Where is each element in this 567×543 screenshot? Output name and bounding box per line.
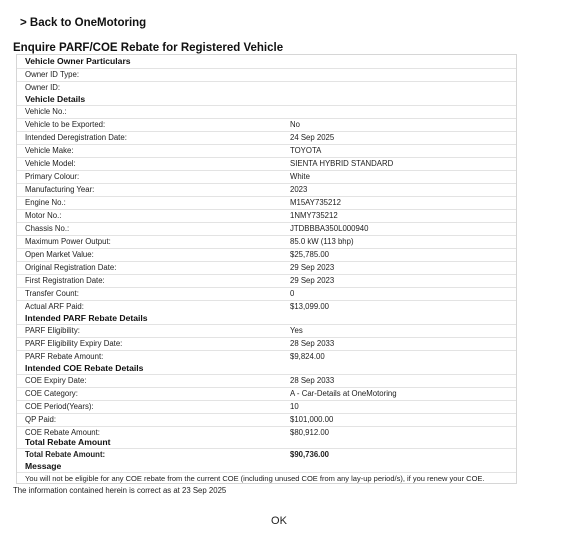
row-value: $25,785.00 xyxy=(290,250,330,259)
row-value: $101,000.00 xyxy=(290,415,334,424)
table-row xyxy=(17,81,516,94)
row-value: M15AY735212 xyxy=(290,198,342,207)
row-value: 29 Sep 2023 xyxy=(290,276,335,285)
row-label: COE Rebate Amount: xyxy=(25,428,100,437)
back-to-onemotoring-link[interactable]: > Back to OneMotoring xyxy=(20,17,147,29)
table-row xyxy=(17,387,516,400)
table-row xyxy=(17,183,516,196)
row-value: 1NMY735212 xyxy=(290,211,338,220)
rebate-details-panel xyxy=(16,54,517,484)
table-row xyxy=(17,68,516,81)
row-value: No xyxy=(290,120,300,129)
row-label: Owner ID Type: xyxy=(25,70,80,79)
message-row xyxy=(17,472,516,485)
row-label: First Registration Date: xyxy=(25,276,105,285)
row-label: Vehicle Model: xyxy=(25,159,76,168)
table-row xyxy=(17,157,516,170)
row-label: Open Market Value: xyxy=(25,250,94,259)
table-row xyxy=(17,118,516,131)
row-value: 28 Sep 2033 xyxy=(290,339,335,348)
section-message-heading: Message xyxy=(25,461,62,471)
page-title: Enquire PARF/COE Rebate for Registered Vehicle xyxy=(13,42,284,54)
row-label: Vehicle Make: xyxy=(25,146,74,155)
table-row xyxy=(17,248,516,261)
row-value: Yes xyxy=(290,326,303,335)
section-coe-heading: Intended COE Rebate Details xyxy=(25,363,144,373)
row-value: A - Car-Details at OneMotoring xyxy=(290,389,397,398)
row-label: Chassis No.: xyxy=(25,224,70,233)
row-value: 29 Sep 2023 xyxy=(290,263,335,272)
row-value: 2023 xyxy=(290,185,308,194)
row-label: Total Rebate Amount: xyxy=(25,450,106,459)
row-label: Engine No.: xyxy=(25,198,66,207)
table-row xyxy=(17,400,516,413)
row-value: 85.0 kW (113 bhp) xyxy=(290,237,354,246)
table-row xyxy=(17,209,516,222)
row-label: Maximum Power Output: xyxy=(25,237,111,246)
table-row xyxy=(17,222,516,235)
table-row xyxy=(17,324,516,337)
table-row xyxy=(17,287,516,300)
row-label: COE Period(Years): xyxy=(25,402,94,411)
total-rebate-value: $90,736.00 xyxy=(290,450,330,459)
footnote: The information contained herein is correct as at 23 Sep 2025 xyxy=(13,486,227,495)
row-label: Vehicle to be Exported: xyxy=(25,120,106,129)
table-row xyxy=(17,170,516,183)
table-row xyxy=(17,261,516,274)
row-value: 10 xyxy=(290,402,299,411)
section-vehicle-heading: Vehicle Details xyxy=(25,94,86,104)
row-value: 0 xyxy=(290,289,295,298)
row-label: Motor No.: xyxy=(25,211,62,220)
row-label: Vehicle No.: xyxy=(25,107,67,116)
row-value: JTDBBBA350L000940 xyxy=(290,224,369,233)
ok-button[interactable]: OK xyxy=(271,515,287,527)
row-value: 28 Sep 2033 xyxy=(290,376,335,385)
row-label: COE Category: xyxy=(25,389,78,398)
row-label: QP Paid: xyxy=(25,415,57,424)
row-label: PARF Eligibility Expiry Date: xyxy=(25,339,123,348)
table-row xyxy=(17,196,516,209)
row-value: $9,824.00 xyxy=(290,352,325,361)
row-value: 24 Sep 2025 xyxy=(290,133,335,142)
table-row xyxy=(17,144,516,157)
section-owner-heading: Vehicle Owner Particulars xyxy=(25,56,131,66)
table-row xyxy=(17,337,516,350)
row-value: TOYOTA xyxy=(290,146,322,155)
table-row xyxy=(17,448,516,461)
table-row xyxy=(17,235,516,248)
row-label: Intended Deregistration Date: xyxy=(25,133,127,142)
table-row xyxy=(17,413,516,426)
table-row xyxy=(17,131,516,144)
table-row xyxy=(17,374,516,387)
section-total-heading: Total Rebate Amount xyxy=(25,437,111,447)
table-row xyxy=(17,274,516,287)
section-parf-heading: Intended PARF Rebate Details xyxy=(25,313,148,323)
row-value: White xyxy=(290,172,310,181)
row-label: Owner ID: xyxy=(25,83,61,92)
row-label: PARF Eligibility: xyxy=(25,326,80,335)
row-label: COE Expiry Date: xyxy=(25,376,87,385)
table-row xyxy=(17,105,516,118)
row-label: PARF Rebate Amount: xyxy=(25,352,104,361)
row-value: $80,912.00 xyxy=(290,428,330,437)
row-label: Actual ARF Paid: xyxy=(25,302,84,311)
message-text: You will not be eligible for any COE rebate from the current COE (including unused COE from any lay-up period/s), if you renew your COE. xyxy=(25,474,485,483)
row-label: Primary Colour: xyxy=(25,172,80,181)
row-label: Transfer Count: xyxy=(25,289,79,298)
row-value: $13,099.00 xyxy=(290,302,330,311)
row-value: SIENTA HYBRID STANDARD xyxy=(290,159,394,168)
row-label: Original Registration Date: xyxy=(25,263,117,272)
row-label: Manufacturing Year: xyxy=(25,185,95,194)
